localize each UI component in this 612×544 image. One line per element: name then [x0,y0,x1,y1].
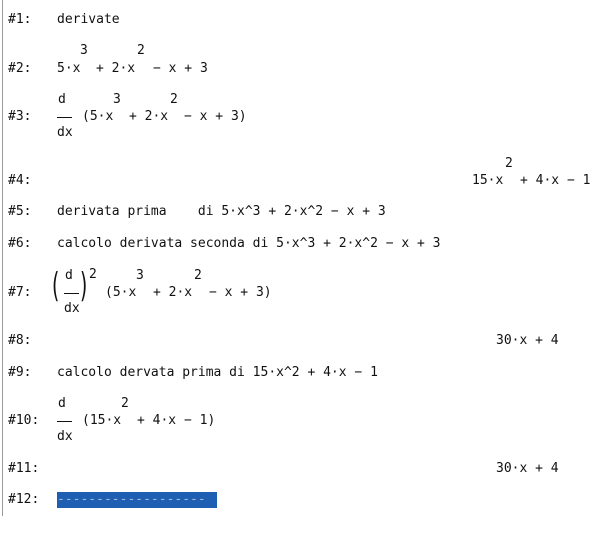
expression-part: + 2·x [129,109,169,124]
line-label: #9: [8,365,32,380]
left-border [2,0,3,516]
line-label: #5: [8,204,32,219]
line-label: #11: [8,461,40,476]
exponent: 2 [137,43,145,58]
expression-part: (5·x [82,109,114,124]
exponent: 2 [121,396,129,411]
expression-part: + 4·x − 1) [137,413,216,428]
expression-text: calcolo derivata seconda di 5·x^3 + 2·x^2 − x + 3 [57,236,441,251]
line-label: #10: [8,413,40,428]
derivative-denominator: dx [57,429,73,444]
line-label: #3: [8,109,32,124]
expression-part: (15·x [82,413,122,428]
derivative-numerator: d [58,396,66,411]
expression-part: (5·x [105,285,137,300]
outer-exponent: 2 [89,267,97,282]
derivative-denominator: dx [57,125,73,140]
fraction-bar [57,421,72,422]
expression-part: − x + 3 [153,61,208,76]
expression-part: − x + 3) [209,285,272,300]
line-label: #4: [8,173,32,188]
line-label: #7: [8,285,32,300]
exponent: 2 [194,268,202,283]
derivative-denominator: dx [64,301,80,316]
selected-expression[interactable]: ------------------- [57,492,217,508]
expression-text: derivata prima di 5·x^3 + 2·x^2 − x + 3 [57,204,386,219]
exponent: 2 [505,156,513,171]
expression-text: 30·x + 4 [496,461,559,476]
expression-part: 5·x [57,61,81,76]
line-label: #1: [8,12,32,27]
fraction-bar [57,117,72,118]
left-paren: ( [52,266,60,306]
derivative-numerator: d [65,268,73,283]
right-paren: ) [80,266,88,306]
expression-part: + 2·x [96,61,136,76]
expression-text: derivate [57,12,120,27]
expression-part: + 2·x [153,285,193,300]
line-label: #12: [8,492,40,507]
exponent: 3 [136,268,144,283]
exponent: 2 [170,92,178,107]
expression-part: 15·x [472,173,504,188]
exponent: 3 [80,43,88,58]
exponent: 3 [113,92,121,107]
fraction-bar [64,293,79,294]
expression-part: + 4·x − 1 [520,173,591,188]
derivative-numerator: d [58,92,66,107]
line-label: #2: [8,61,32,76]
line-label: #6: [8,236,32,251]
line-label: #8: [8,333,32,348]
expression-text: 30·x + 4 [496,333,559,348]
expression-part: − x + 3) [184,109,247,124]
expression-text: calcolo dervata prima di 15·x^2 + 4·x − 1 [57,365,378,380]
